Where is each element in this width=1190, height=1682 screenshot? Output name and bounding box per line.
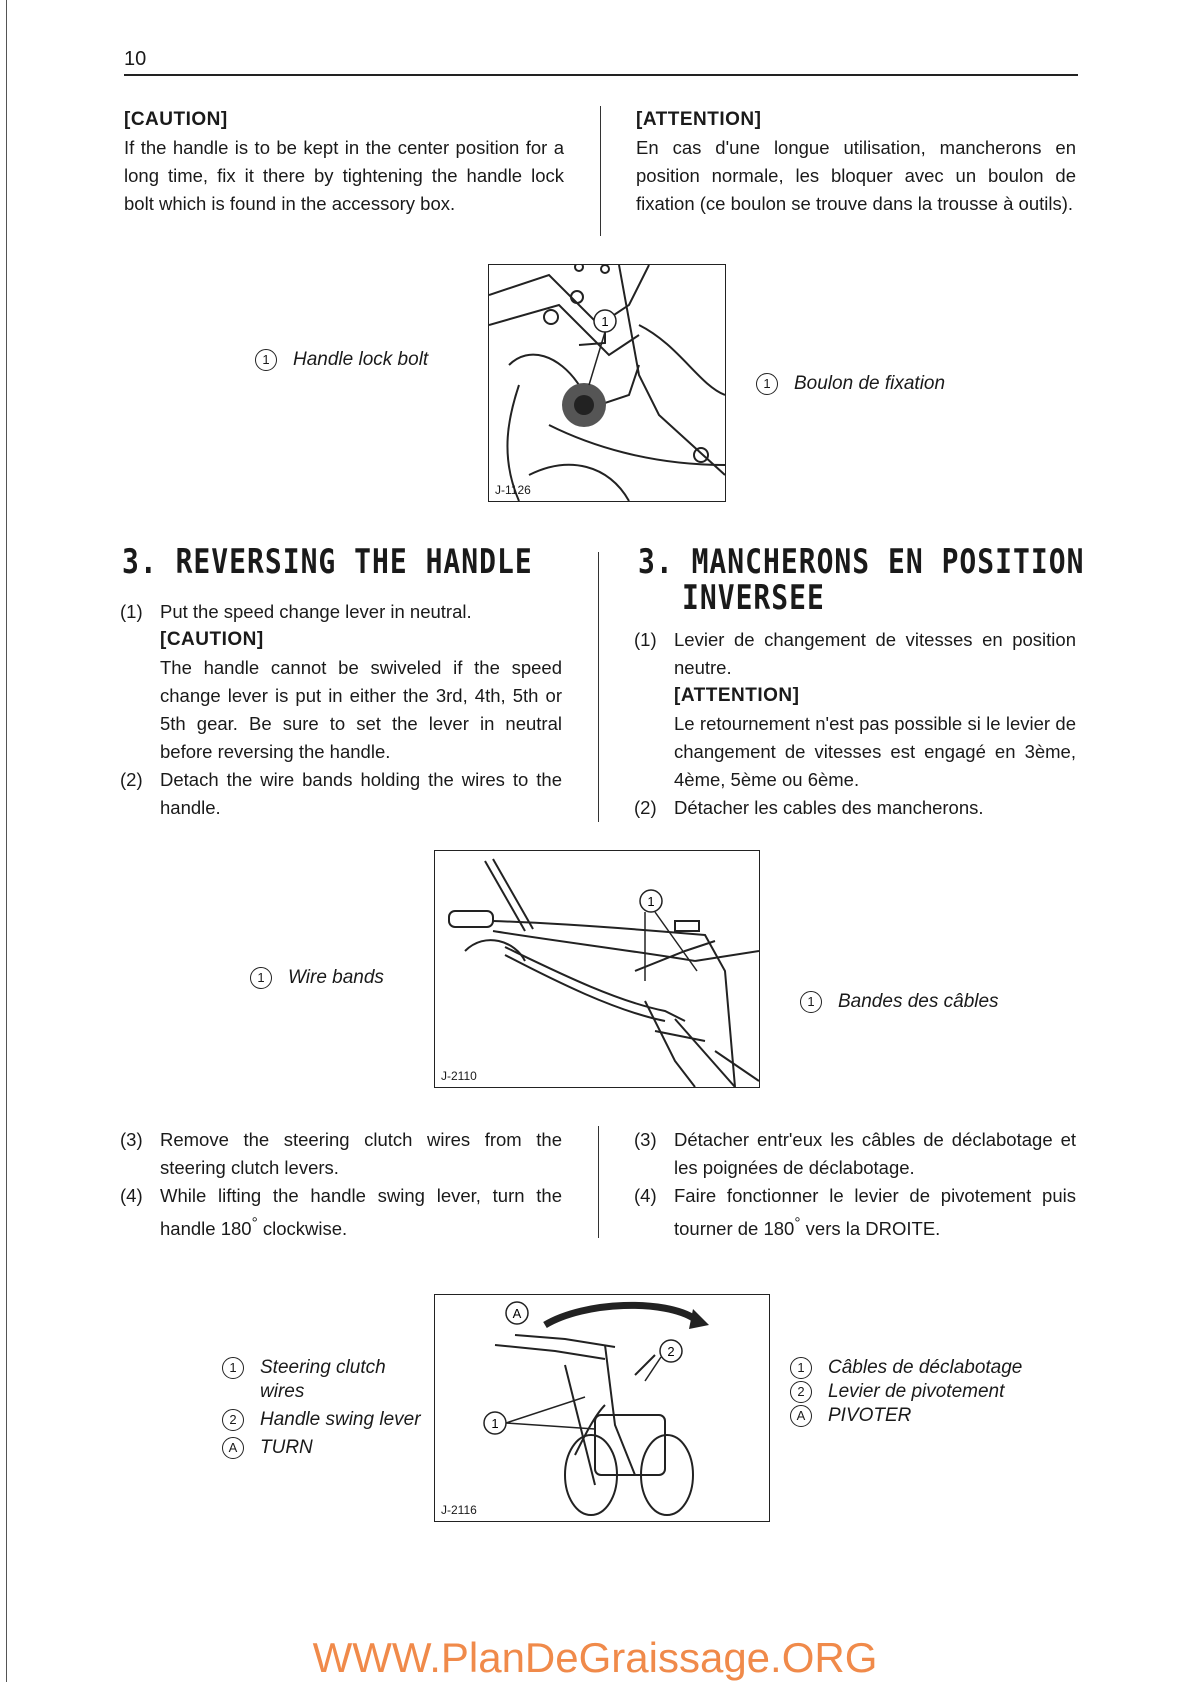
caution-heading: [CAUTION]: [124, 109, 228, 130]
list-item: (4) While lifting the handle swing lever, turn the handle 180° clockwise.: [120, 1185, 562, 1240]
turn-handle-illustration: [435, 1295, 769, 1521]
section-body-en: [120, 598, 562, 822]
figure3-captions-en: [222, 1356, 422, 1460]
list-item: (1) Put the speed change lever in neutral.: [120, 601, 472, 622]
caution-block-en: [124, 106, 564, 218]
figure3-image: [434, 1294, 770, 1522]
list-item: (1) Levier de changement de vitesses en position neutre.: [634, 629, 1076, 678]
callout-1-icon: 1: [756, 373, 778, 395]
scan-edge: [6, 0, 7, 1682]
column-divider: [598, 1126, 599, 1238]
figure3-callout-1: 1: [491, 1416, 499, 1431]
list-item: (2) Détacher les cables des mancherons.: [634, 797, 984, 818]
figure3-code: J-2116: [441, 1503, 477, 1517]
figure3-captions-fr: [790, 1356, 1070, 1428]
list-item: [CAUTION] The handle cannot be swiveled if the speed change lever is put in either the 3rd, 4th, 5th or 5th gear. Be sure to set the lever in neutral before reversing the handle.: [120, 626, 562, 766]
list-item: (2) Detach the wire bands holding the wires to the handle.: [120, 769, 562, 818]
caution-heading: [CAUTION]: [160, 629, 264, 650]
section-body-fr: [634, 626, 1076, 822]
figure2-image: [434, 850, 760, 1088]
list-item: [ATTENTION] Le retournement n'est pas possible si le levier de changement de vitesses est engagé en 3ème, 4ème, 5ème ou 6ème.: [634, 682, 1076, 794]
caption-item: A TURN: [222, 1436, 422, 1460]
steps-en: [120, 1126, 562, 1243]
callout-1-icon: 1: [790, 1357, 812, 1379]
caution-text: If the handle is to be kept in the center position for a long time, fix it there by tightening the handle lock bolt which is found in the accessory box.: [124, 137, 564, 214]
figure1-caption-fr: 1 Boulon de fixation: [756, 372, 1190, 396]
figure1-callout: 1: [601, 314, 609, 329]
callout-2-icon: 2: [790, 1381, 812, 1403]
figure3-callout-2: 2: [667, 1344, 675, 1359]
figure2-code: J-2110: [441, 1069, 477, 1083]
callout-a-icon: A: [790, 1405, 812, 1427]
callout-1-icon: 1: [250, 967, 272, 989]
callout-1-icon: 1: [222, 1357, 244, 1379]
handle-lock-bolt-illustration: [489, 265, 725, 501]
watermark: WWW.PlanDeGraissage.ORG: [312, 1634, 878, 1681]
caption-item: 2 Handle swing lever: [222, 1408, 422, 1432]
list-item: (4) Faire fonctionner le levier de pivotement puis tourner de 180° vers la DROITE.: [634, 1185, 1076, 1240]
callout-1-icon: 1: [800, 991, 822, 1013]
wire-bands-illustration: [435, 851, 759, 1087]
callout-a-icon: A: [222, 1437, 244, 1459]
caption-item: 1 Steering clutch wires: [222, 1356, 422, 1404]
callout-1-icon: 1: [255, 349, 277, 371]
figure2-caption-fr: 1 Bandes des câbles: [800, 990, 1190, 1014]
attention-heading: [ATTENTION]: [674, 685, 800, 706]
callout-2-icon: 2: [222, 1409, 244, 1431]
figure2-caption-en: 1 Wire bands: [250, 966, 1190, 990]
figure1-code: J-1126: [495, 483, 531, 497]
list-item: (3) Détacher entr'eux les câbles de déclabotage et les poignées de déclabotage.: [634, 1129, 1076, 1178]
list-item: (3) Remove the steering clutch wires from the steering clutch levers.: [120, 1129, 562, 1178]
figure2-callout: 1: [647, 894, 655, 909]
caption-item: 2 Levier de pivotement: [790, 1380, 1070, 1404]
column-divider: [598, 552, 599, 822]
figure1-image: [488, 264, 726, 502]
caption-item: 1 Câbles de déclabotage: [790, 1356, 1070, 1380]
attention-heading: [ATTENTION]: [636, 109, 762, 130]
section-title-en: 3. REVERSING THE HANDLE: [122, 541, 533, 582]
attention-text: En cas d'une longue utilisation, mancherons en position normale, les bloquer avec un boulon de fixation (ce boulon se trouve dans la trousse à outils).: [636, 137, 1076, 214]
page-number: 10: [124, 48, 147, 70]
attention-block-fr: [636, 106, 1076, 218]
figure3-callout-a: A: [512, 1306, 522, 1321]
steps-fr: [634, 1126, 1076, 1243]
column-divider: [600, 106, 601, 236]
header-rule: [124, 74, 1078, 76]
section-title-fr: 3. MANCHERONS EN POSITION INVERSEE: [638, 541, 1085, 618]
caption-item: A PIVOTER: [790, 1404, 1070, 1428]
figure1-caption-en: 1 Handle lock bolt: [255, 348, 1190, 372]
